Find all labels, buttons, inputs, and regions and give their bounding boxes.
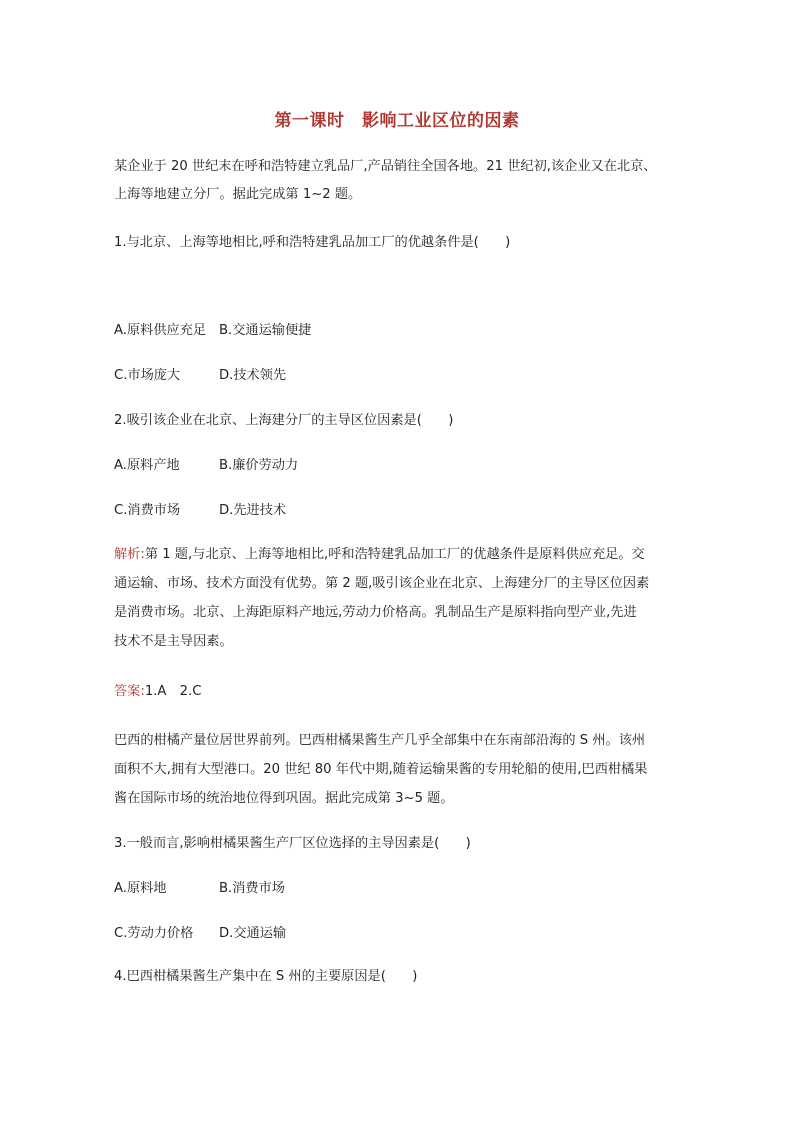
question-4-stem: 4.巴西柑橘果酱生产集中在 S 州的主要原因是( ) — [114, 969, 418, 984]
question-3-option-d: D.交通运输 — [219, 926, 287, 941]
question-2-option-c: C.消费市场 — [114, 503, 181, 518]
analysis-line-2: 通运输、市场、技术方面没有优势。第 2 题,吸引该企业在北京、上海建分厂的主导区位因素 — [114, 576, 650, 591]
question-3-stem: 3.一般而言,影响柑橘果酱生产厂区位选择的主导因素是( ) — [114, 836, 471, 851]
analysis-label: 解析: — [114, 547, 145, 562]
analysis-line-4: 技术不是主导因素。 — [114, 634, 233, 649]
question-2-option-d: D.先进技术 — [219, 503, 287, 518]
question-3-option-c: C.劳动力价格 — [114, 926, 194, 941]
question-1-option-a: A.原料供应充足 — [114, 323, 207, 338]
material-2-line-1: 巴西的柑橘产量位居世界前列。巴西柑橘果酱生产几乎全部集中在东南部沿海的 S 州。该州 — [114, 733, 646, 748]
question-1-option-c: C.市场庞大 — [114, 368, 181, 383]
answer-label: 答案: — [114, 684, 145, 699]
question-1-option-d: D.技术领先 — [219, 368, 287, 383]
question-3-option-b: B.消费市场 — [219, 881, 285, 896]
question-1-stem: 1.与北京、上海等地相比,呼和浩特建乳品加工厂的优越条件是( ) — [114, 235, 511, 250]
analysis-text-1: 第 1 题,与北京、上海等地相比,呼和浩特建乳品加工厂的优越条件是原料供应充足。交 — [144, 547, 645, 562]
material-1-line-1: 某企业于 20 世纪末在呼和浩特建立乳品厂,产品销往全国各地。21 世纪初,该企业又在北京、 — [114, 159, 657, 174]
material-2-line-3: 酱在国际市场的统治地位得到巩固。据此完成第 3~5 题。 — [114, 791, 454, 806]
page-title: 第一课时 影响工业区位的因素 — [274, 111, 520, 131]
answer-line — [114, 683, 201, 701]
material-1-line-2: 上海等地建立分厂。据此完成第 1~2 题。 — [114, 187, 362, 202]
analysis-line-1 — [114, 546, 645, 564]
question-2-option-b: B.廉价劳动力 — [219, 458, 299, 473]
question-2-option-a: A.原料产地 — [114, 458, 180, 473]
material-2-line-2: 面积不大,拥有大型港口。20 世纪 80 年代中期,随着运输果酱的专用轮船的使用,巴西柑橘果 — [114, 762, 648, 777]
question-3-option-a: A.原料地 — [114, 881, 167, 896]
question-1-option-b: B.交通运输便捷 — [219, 323, 312, 338]
analysis-line-3: 是消费市场。北京、上海距原料产地远,劳动力价格高。乳制品生产是原料指向型产业,先进 — [114, 605, 637, 620]
answer-value: 1.A 2.C — [144, 684, 202, 699]
question-2-stem: 2.吸引该企业在北京、上海建分厂的主导区位因素是( ) — [114, 413, 454, 428]
